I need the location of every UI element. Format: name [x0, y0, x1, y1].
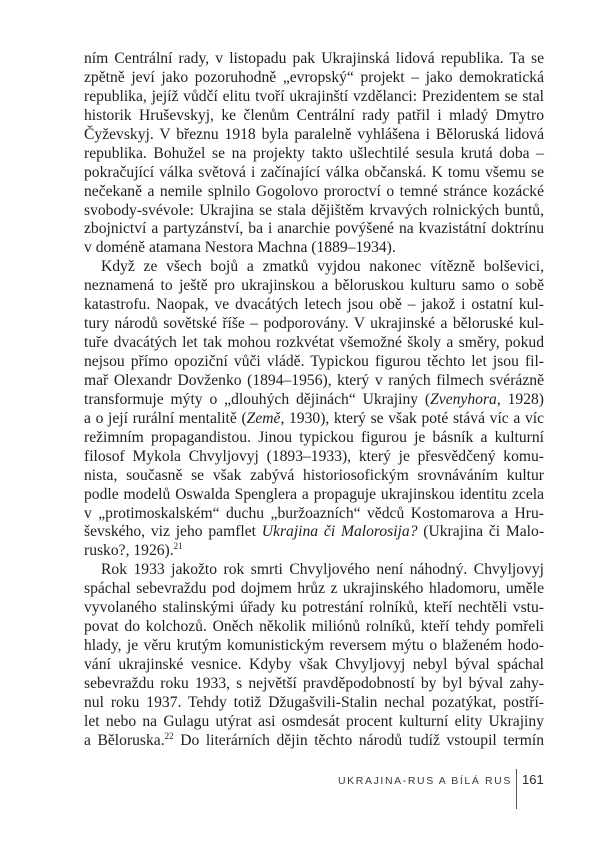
text-line — [84, 732, 544, 751]
text-line — [84, 410, 544, 429]
text-line: Když ze všech bojů a zmatků vyjdou nakonec vítězně bolševici, — [101, 258, 544, 276]
film-title-zvenyhora: Zvenyhora — [430, 390, 497, 408]
text-run: , 1928) — [496, 390, 544, 408]
text-line: nejsou přímo opoziční vůči vládě. Typickou figurou těchto let jsou fil- — [84, 353, 544, 370]
text-line: povat do kolchozů. Oněch několik miliónů rolníků, kteří tehdy pomřeli — [84, 618, 544, 636]
film-title-zeme: Země — [246, 409, 281, 427]
body-text — [84, 50, 544, 751]
text-line: republika, jejíž vůdčí elitu tvoří ukrajinští vzdělanci: Prezidentem se stal — [84, 87, 544, 105]
text-run: a Běloruska. — [84, 731, 165, 749]
text-line: svobody-svévole: Ukrajina se stala dějištěm krvavých rolnických buntů, — [84, 201, 544, 219]
text-run: ševského, viz jeho pamflet — [84, 523, 262, 541]
text-line: režimním propagandistou. Jinou typickou figurou je básník a kulturní — [84, 428, 544, 446]
text-line: katastrofu. Naopak, ve dvacátých letech jsou obě – jakož i ostatní kul- — [84, 296, 544, 314]
running-head: UKRAJINA-RUS A BÍLÁ RUS — [338, 775, 512, 787]
text-line: nečekaně a nemile splnilo Gogolovo proroctví o temné stránce kozácké — [84, 182, 544, 200]
text-run: a o její rurální mentalitě ( — [84, 409, 247, 427]
text-line: Rok 1933 jakožto rok smrti Chvyljového není náhodný. Chvyljovyj — [101, 561, 544, 579]
text-line: vyvolaného stalinskými úřady ku potrestání rolníků, kteří nechtěli vstu- — [84, 599, 544, 617]
text-line: v doméně atamana Nestora Machna (1889–1934). — [84, 239, 396, 257]
page-number: 161 — [522, 772, 544, 787]
text-line: v „protimoskalském“ duchu „buržoazních“ vědců Kostomarova a Hru- — [84, 504, 544, 522]
pamphlet-title: Ukrajina či Malorosija? — [261, 523, 418, 541]
text-line — [84, 391, 544, 410]
text-line: ním Centrální rady, v listopadu pak Ukrajinská lidová republika. Ta se — [84, 50, 544, 67]
text-line: sebevraždu roku 1933, s největší pravděpodobností by byl býval zahy- — [84, 674, 544, 692]
footnote-ref-22[interactable]: 22 — [164, 730, 174, 741]
text-line: filosof Mykola Chvyljovyj (1893–1933), který je přesvědčený komu- — [84, 447, 544, 465]
text-line: hlady, je věru krutým komunistickým reversem mýtu o blaženém hodo- — [84, 637, 544, 655]
text-line: vání ukrajinské vesnice. Kdyby však Chvyljovyj nebyl býval spáchal — [84, 656, 544, 673]
footnote-ref-21[interactable]: 21 — [173, 541, 183, 552]
text-line: let nebo na Gulagu utýrat asi osmdesát procent kulturní elity Ukrajiny — [84, 712, 544, 730]
text-line — [84, 542, 544, 561]
text-run: rusko?, 1926). — [84, 542, 174, 560]
text-line: nul roku 1937. Tehdy totiž Džugašvili-Stalin nechal pozatýkat, postří- — [84, 693, 544, 711]
text-line: republika. Bohužel se na projekty takto ušlechtilé sesula krutá doba – — [84, 144, 544, 162]
text-run: transformuje mýty o „dlouhých dějinách“ Ukrajiny ( — [84, 390, 431, 408]
paragraph-1 — [84, 50, 544, 258]
text-line: spáchal sebevraždu pod dojmem hrůz z ukrajinského hladomoru, uměle — [84, 580, 544, 598]
paragraph-3 — [84, 561, 544, 750]
text-line: historik Hruševskyj, ke členům Centrální rady patřil i mladý Dmytro — [84, 106, 544, 124]
text-line: mař Olexandr Dovženko (1894–1956), který v raných filmech svérázně — [84, 371, 544, 389]
text-run: (Ukrajina či Malo- — [417, 523, 545, 541]
text-run: Do literárních dějin těchto národů tudíž vstoupil termín — [173, 731, 544, 749]
text-line: podle modelů Oswalda Spenglera a propaguje ukrajinskou identitu zcela — [84, 485, 544, 503]
text-line — [84, 523, 544, 542]
text-line: Čyževskyj. V březnu 1918 byla paralelně vyhlášena i Běloruská lidová — [84, 125, 544, 143]
text-line: pokračující válka světová i začínající válka občanská. K tomu všemu se — [84, 163, 544, 181]
footer-divider — [516, 769, 517, 809]
text-run: , 1930), který se však poté stává víc a víc — [280, 409, 544, 427]
paragraph-2 — [84, 258, 544, 561]
text-line: nista, současně se však zabývá historiosofickým srovnáváním kultur — [84, 466, 544, 484]
text-line: tury národů sovětské říše – podporovány. V ukrajinské a běloruské kul- — [84, 315, 544, 333]
text-line: neznamená to ještě pro ukrajinskou a běloruskou kulturu samo o sobě — [84, 277, 544, 295]
text-line: zbojnictví a partyzánství, ba i anarchie povýšené na kvazistátní doktrínu — [84, 220, 544, 238]
text-line: zpětně jeví jako pozoruhodně „evropský“ projekt – jako demokratická — [84, 68, 544, 86]
text-line: tuře dvacátých let tak mohou rozkvétat všemožné školy a směry, pokud — [84, 334, 544, 352]
